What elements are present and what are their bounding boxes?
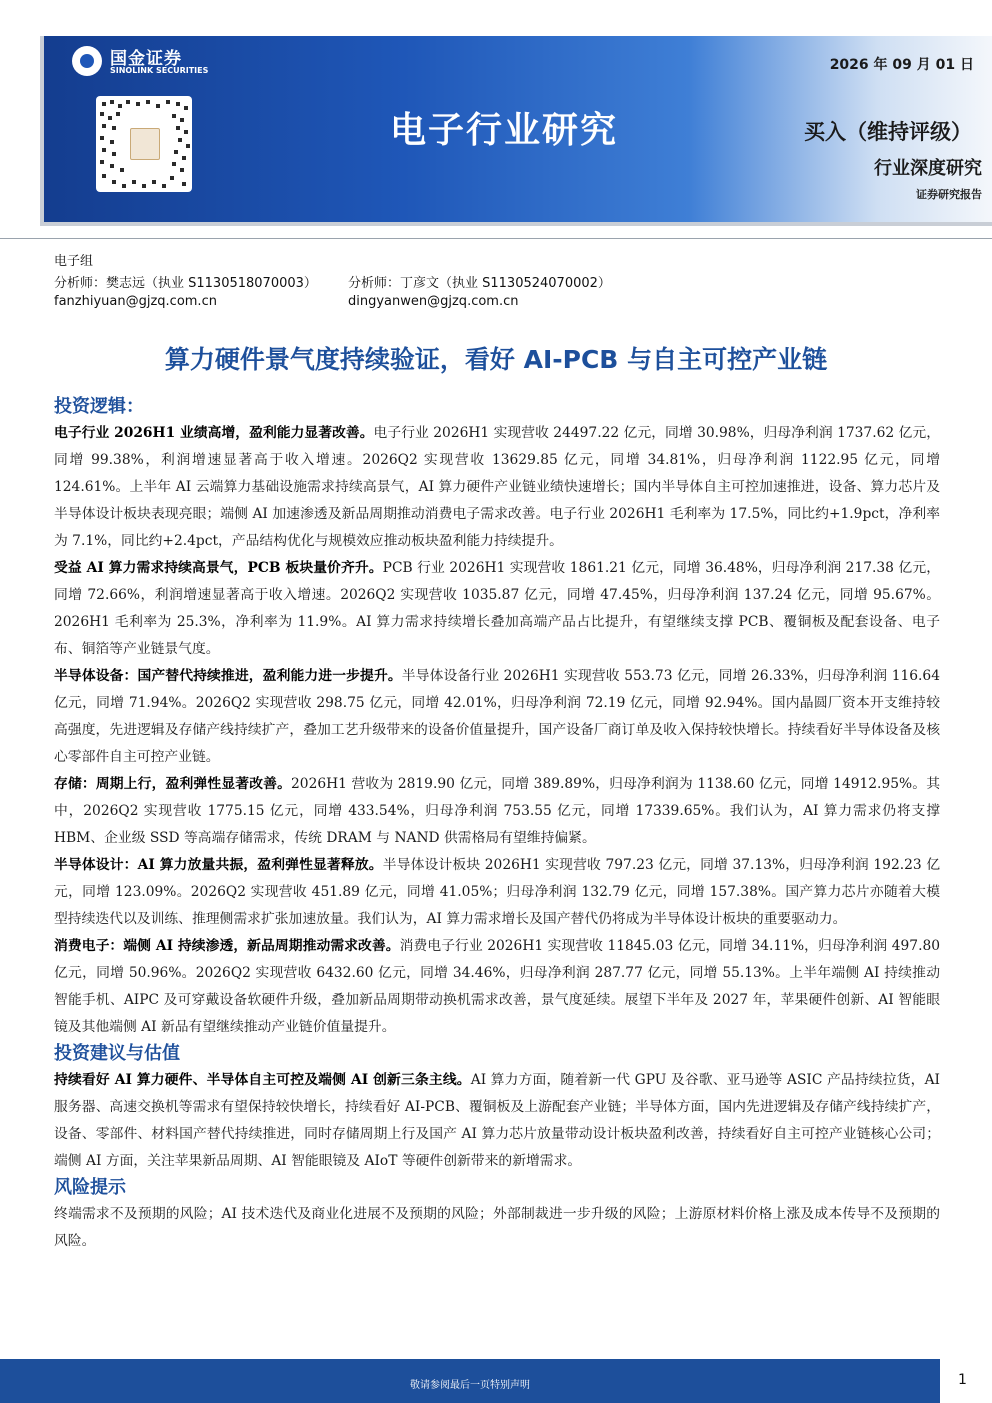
analyst-1-email[interactable]: fanzhiyuan@gjzq.com.cn bbox=[54, 294, 217, 309]
paragraph-lead: 持续看好 AI 算力硬件、半导体自主可控及端侧 AI 创新三条主线。 bbox=[54, 1072, 471, 1088]
risk-paragraphs bbox=[54, 1201, 940, 1255]
paragraph-lead: 半导体设备：国产替代持续推进，盈利能力进一步提升。 bbox=[54, 668, 402, 684]
report-subtype: 证券研究报告 bbox=[916, 188, 982, 201]
footer-notice[interactable]: 敬请参阅最后一页特别声明 bbox=[410, 1380, 530, 1391]
paragraph-text: 电子行业 2026H1 实现营收 24497.22 亿元，同增 30.98%，归母净利润 1737.62 亿元，同增 99.38%，利润增速显著高于收入增速。2026Q2 实现营收 13629.85 亿元，同增 34.81%，归母净利润 1122.95 亿元，同增 124.61%。上半年 AI 云端算力基础设施需求持续高景气，AI 算力硬件产业链业绩快速增长；国内半导体自主可控加速推进，设备、算力芯片及半导体设计板块表现亮眼；端侧 AI 加速渗透及新品周期推动消费电子需求改善。电子行业 2026H1 毛利率为 17.5%，同比约+1.9pct，净利率为 7.1%，同比约+2.4pct，产品结构优化与规模效应推动板块盈利能力持续提升。 bbox=[54, 425, 940, 549]
paragraph bbox=[54, 1201, 940, 1255]
paragraph-text: 半导体设备行业 2026H1 实现营收 553.73 亿元，同增 26.33%，归母净利润 116.64 亿元，同增 71.94%。2026Q2 实现营收 298.75 亿元，同增 42.01%，归母净利润 72.19 亿元，同增 92.94%。国内晶圆厂资本开支维持较高强度，先进逻辑及存储产线持续扩产，叠加工艺升级带来的设备价值量提升，国产设备厂商订单及收入保持较快增长。持续看好半导体设备及核心零部件自主可控产业链。 bbox=[54, 668, 940, 765]
logo-mark-icon bbox=[72, 46, 102, 76]
paragraph bbox=[54, 771, 940, 852]
analyst-group: 电子组 bbox=[54, 254, 94, 269]
paragraph-text: 半导体设计板块 2026H1 实现营收 797.23 亿元，同增 37.13%，归母净利润 192.23 亿元，同增 123.09%。2026Q2 实现营收 451.89 亿元，同增 41.05%；归母净利润 132.79 亿元，同增 157.38%。国产算力芯片亦随着大模型持续迭代以及训练、推理侧需求扩张加速放量。我们认为，AI 算力需求增长及国产替代仍将成为半导体设计板块的重要驱动力。 bbox=[54, 857, 940, 927]
analyst-2-email[interactable]: dingyanwen@gjzq.com.cn bbox=[348, 294, 519, 309]
qr-center-badge bbox=[130, 128, 160, 160]
divider bbox=[0, 238, 992, 239]
paragraph bbox=[54, 420, 940, 555]
paragraph-lead: 受益 AI 算力需求持续高景气，PCB 板块量价齐升。 bbox=[54, 560, 383, 576]
qr-code bbox=[96, 96, 192, 192]
paragraph bbox=[54, 933, 940, 1041]
paragraph bbox=[54, 1067, 940, 1175]
section-title-logic: 投资逻辑： bbox=[54, 396, 144, 417]
paragraph-text: PCB 行业 2026H1 实现营收 1861.21 亿元，同增 36.48%，归母净利润 217.38 亿元，同增 72.66%，利润增速显著高于收入增速。2026Q2 实现营收 1035.87 亿元，同增 47.45%，归母净利润 137.24 亿元，同增 95.67%。2026H1 毛利率为 25.3%，净利率为 11.9%。AI 算力需求持续增长叠加高端产品占比提升，有望继续支撑 PCB、覆铜板及配套设备、电子布、铜箔等产业链景气度。 bbox=[54, 560, 940, 657]
report-title: 电子行业研究 bbox=[390, 110, 619, 151]
paragraph-text: 终端需求不及预期的风险；AI 技术迭代及商业化进展不及预期的风险；外部制裁进一步升级的风险；上游原材料价格上涨及成本传导不及预期的风险。 bbox=[54, 1206, 940, 1249]
paragraph-lead: 消费电子：端侧 AI 持续渗透，新品周期推动需求改善。 bbox=[54, 938, 400, 954]
paragraph-text: AI 算力方面，随着新一代 GPU 及谷歌、亚马逊等 ASIC 产品持续拉货，AI 服务器、高速交换机等需求有望保持较快增长，持续看好 AI-PCB、覆铜板及上游配套产业链；半导体方面，国内先进逻辑及存储产线持续扩产，设备、零部件、材料国产替代持续推进，同时存储周期上行及国产 AI 算力芯片放量带动设计板块盈利改善，持续看好自主可控产业链核心公司；端侧 AI 方面，关注苹果新品周期、AI 智能眼镜及 AIoT 等硬件创新带来的新增需求。 bbox=[54, 1072, 940, 1169]
paragraph-lead: 存储：周期上行，盈利弹性显著改善。 bbox=[54, 776, 292, 792]
paragraph bbox=[54, 663, 940, 771]
logic-paragraphs bbox=[54, 420, 940, 1041]
paragraph bbox=[54, 852, 940, 933]
report-type: 行业深度研究 bbox=[874, 158, 982, 179]
rating: 买入（维持评级） bbox=[804, 120, 972, 144]
section-title-risk: 风险提示 bbox=[54, 1177, 126, 1198]
logo-name-cn: 国金证券 bbox=[110, 49, 182, 69]
sinolink-logo bbox=[72, 44, 222, 80]
paragraph-text: 消费电子行业 2026H1 实现营收 11845.03 亿元，同增 34.11%，归母净利润 497.80 亿元，同增 50.96%。2026Q2 实现营收 6432.60 亿元，同增 34.46%，归母净利润 287.77 亿元，同增 55.13%。上半年端侧 AI 持续推动智能手机、AIPC 及可穿戴设备软硬件升级，叠加新品周期带动换机需求改善，景气度延续。展望下半年及 2027 年，苹果硬件创新、AI 智能眼镜及其他端侧 AI 新品有望继续推动产业链价值量提升。 bbox=[54, 938, 941, 1035]
report-date: 2026 年 09 月 01 日 bbox=[829, 57, 974, 73]
analyst-2: 分析师：丁彦文（执业 S1130524070002） bbox=[348, 276, 611, 291]
paragraph-text: 2026H1 营收为 2819.90 亿元，同增 389.89%，归母净利润为 1138.60 亿元，同增 14912.95%。其中，2026Q2 实现营收 1775.15 亿元，同增 433.54%，归母净利润 753.55 亿元，同增 17339.65%。我们认为，AI 算力需求仍将支撑 HBM、企业级 SSD 等高端存储需求，传统 DRAM 与 NAND 供需格局有望维持偏紧。 bbox=[54, 776, 940, 846]
paragraph bbox=[54, 555, 940, 663]
paragraph-lead: 半导体设计：AI 算力放量共振，盈利弹性显著释放。 bbox=[54, 857, 383, 873]
report-body bbox=[54, 394, 940, 1255]
advice-paragraphs bbox=[54, 1067, 940, 1175]
logo-name-en: SINOLINK SECURITIES bbox=[110, 66, 209, 75]
page-number: 1 bbox=[958, 1372, 967, 1388]
headline: 算力硬件景气度持续验证，看好 AI-PCB 与自主可控产业链 bbox=[164, 345, 828, 374]
section-title-advice: 投资建议与估值 bbox=[54, 1043, 180, 1064]
paragraph-lead: 电子行业 2026H1 业绩高增，盈利能力显著改善。 bbox=[54, 425, 374, 441]
analyst-1: 分析师：樊志远（执业 S1130518070003） bbox=[54, 276, 317, 291]
